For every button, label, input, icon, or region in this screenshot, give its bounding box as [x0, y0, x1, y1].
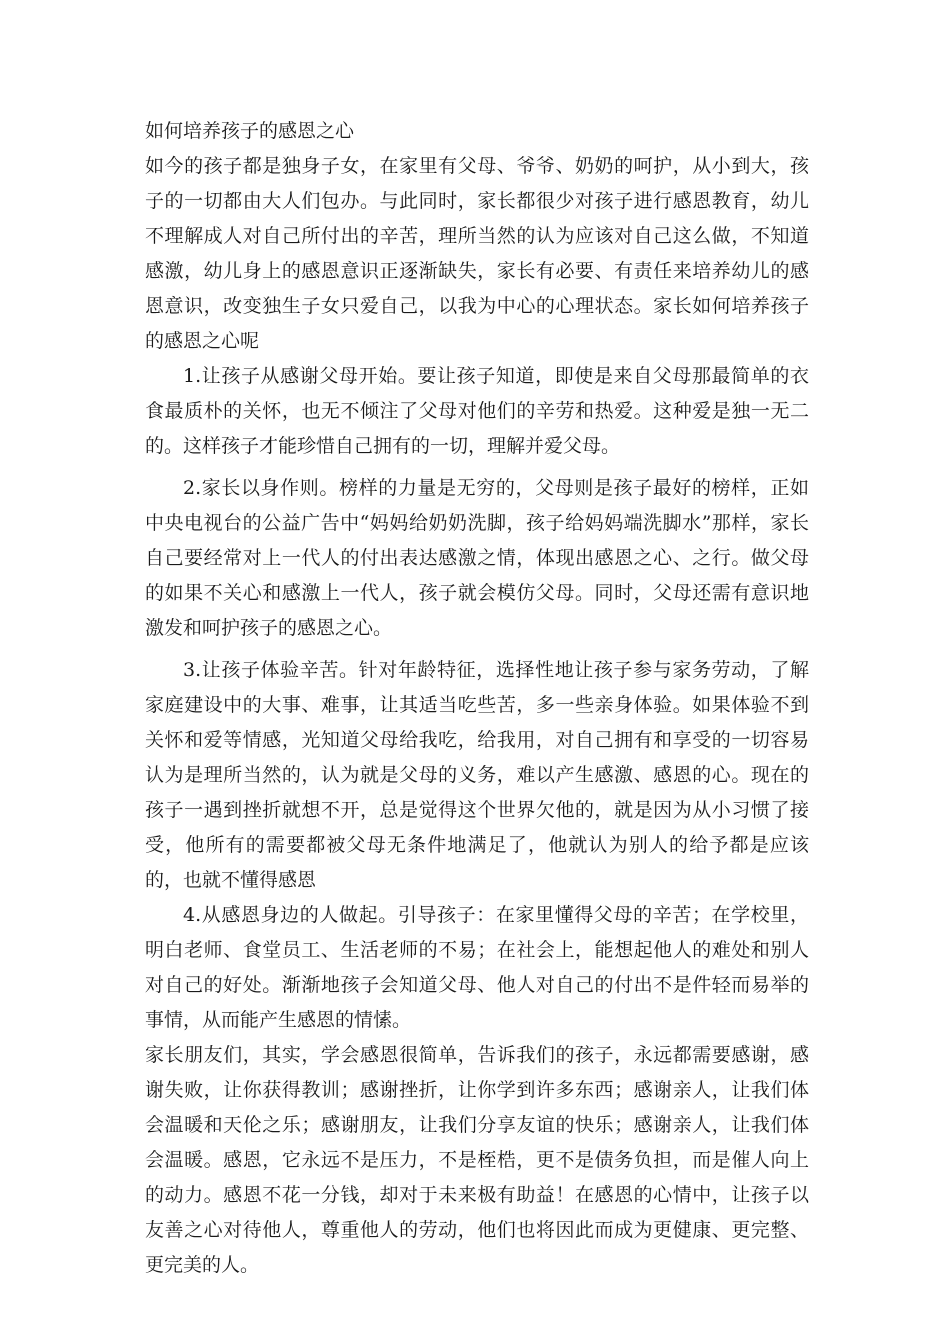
- point-2-paragraph: 2.家长以身作则。榜样的力量是无穷的，父母则是孩子最好的榜样，正如中央电视台的公益广告中“妈妈给奶奶洗脚，孩子给妈妈端洗脚水”那样，家长自己要经常对上一代人的付出表达感激之情，体现出感恩之心、之行。做父母的如果不关心和感激上一代人，孩子就会模仿父母。同时，父母还需有意识地激发和呵护孩子的感恩之心。: [145, 477, 809, 639]
- point-1-paragraph: 1.让孩子从感谢父母开始。要让孩子知道，即使是来自父母那最简单的衣食最质朴的关怀，也无不倾注了父母对他们的辛劳和热爱。这种爱是独一无二的。这样孩子才能珍惜自己拥有的一切，理解并爱父母。: [145, 365, 809, 457]
- document-title: 如何培养孩子的感恩之心: [145, 120, 355, 142]
- intro-paragraph: 如今的孩子都是独身子女，在家里有父母、爷爷、奶奶的呵护，从小到大，孩子的一切都由大人们包办。与此同时，家长都很少对孩子进行感恩教育，幼儿不理解成人对自己所付出的辛苦，理所当然的认为应该对自己这么做，不知道感激，幼儿身上的感恩意识正逐渐缺失，家长有必要、有责任来培养幼儿的感恩意识，改变独生子女只爱自己，以我为中心的心理状态。家长如何培养孩子的感恩之心呢: [145, 155, 809, 352]
- point-4-paragraph: 4.从感恩身边的人做起。引导孩子：在家里懂得父母的辛苦；在学校里，明白老师、食堂员工、生活老师的不易；在社会上，能想起他人的难处和别人对自己的好处。渐渐地孩子会知道父母、他人对自己的付出不是件轻而易举的事情，从而能产生感恩的情愫。: [145, 904, 809, 1031]
- conclusion-paragraph: 家长朋友们，其实，学会感恩很简单，告诉我们的孩子，永远都需要感谢，感谢失败，让你获得教训；感谢挫折，让你学到许多东西；感谢亲人，让我们体会温暖和天伦之乐；感谢朋友，让我们分享友谊的快乐；感谢亲人，让我们体会温暖。感恩，它永远不是压力，不是桎梏，更不是债务负担，而是催人向上的动力。感恩不花一分钱，却对于未来极有助益！在感恩的心情中，让孩子以友善之心对待他人，尊重他人的劳动，他们也将因此而成为更健康、更完整、更完美的人。: [145, 1044, 809, 1276]
- document-body: [145, 114, 809, 1283]
- point-3-paragraph: 3.让孩子体验辛苦。针对年龄特征，选择性地让孩子参与家务劳动，了解家庭建设中的大事、难事，让其适当吃些苦，多一些亲身体验。如果体验不到关怀和爱等情感，光知道父母给我吃，给我用，对自己拥有和享受的一切容易认为是理所当然的，认为就是父母的义务，难以产生感激、感恩的心。现在的孩子一遇到挫折就想不开，总是觉得这个世界欠他的，就是因为从小习惯了接受，他所有的需要都被父母无条件地满足了，他就认为别人的给予都是应该的，也就不懂得感恩: [145, 659, 809, 891]
